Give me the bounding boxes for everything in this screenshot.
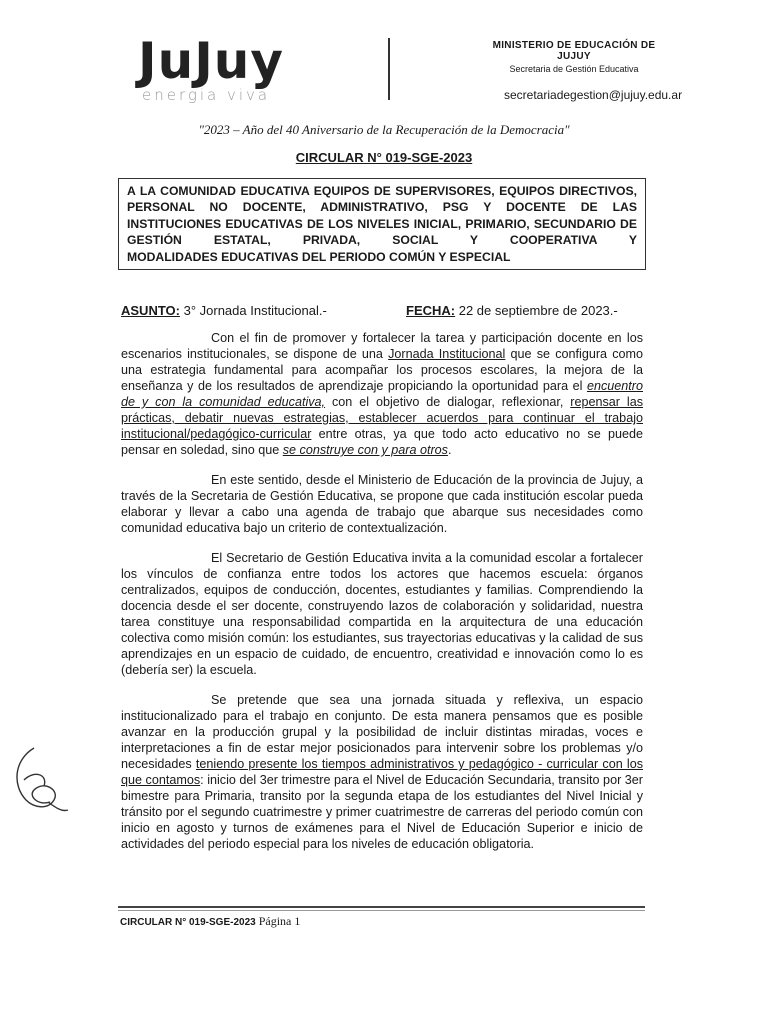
document-body: [121, 330, 643, 866]
underlined-italic-text: se construye con y para otros: [282, 443, 448, 457]
text-run: .: [447, 443, 452, 457]
page-footer: [120, 914, 300, 929]
handwritten-signature: [4, 740, 74, 820]
department-name: Secretaria de Gestión Educativa: [509, 64, 639, 74]
year-motto: "2023 – Año del 40 Aniversario de la Recuperación de la Democracia": [198, 122, 570, 137]
subject-value: 3° Jornada Institucional.-: [179, 303, 327, 318]
text-run: Se pretende que sea una jornada situada y reflexiva, un espacio institucionalizado para el trabajo en conjunto. De esta manera pensamos que es posible avanzar en la producción grupal y la posibilidad de incluir distintas miradas, voces e interpretaciones a fin de estar mejor posicionados para intervenir sobre los problemas y/o necesidades: [121, 693, 643, 771]
paragraph-4: [121, 692, 643, 852]
text-run: que se configura como una estrategia fundamental para acompañar los procesos escolares, la mejora de la enseñanza y de los resultados de aprendizaje propiciando la oportunidad para el: [121, 347, 644, 393]
contact-email: secretariadegestion@jujuy.edu.ar: [504, 88, 683, 102]
jujuy-logo: [138, 32, 328, 108]
text-run: con el objetivo de dialogar, reflexionar,: [325, 395, 571, 409]
text-run: entre otras, ya que todo acto educativo no se puede pensar en soledad, sino que: [121, 427, 643, 457]
underlined-italic-text: encuentro de y con la comunidad educativa,: [121, 379, 643, 409]
paragraph-1: [121, 330, 643, 458]
text-run: Con el fin de promover y fortalecer la tarea y participación docente en los escenarios institucionales, se dispone de una: [121, 331, 643, 361]
footer-code: CIRCULAR N° 019-SGE-2023: [120, 917, 256, 928]
logo-wordmark: JuJuy: [138, 32, 284, 90]
logo-tagline: energia viva: [142, 86, 271, 104]
underlined-text: Jornada Institucional: [388, 347, 506, 361]
subject-label: ASUNTO:: [121, 303, 180, 318]
page-number: Página 1: [255, 914, 301, 928]
underlined-text: teniendo presente los tiempos administrativos y pedagógico - curricular con los que contamos: [121, 757, 644, 787]
footer-rule: [118, 906, 645, 908]
paragraph-2: En este sentido, desde el Ministerio de Educación de la provincia de Jujuy, a través de la Secretaria de Gestión Educativa, se propone que cada institución escolar pueda elaborar y llevar a cabo una agenda de trabajo que abarque sus necesidades como comunidad educativa bajo un criterio de contextualización.: [121, 473, 643, 535]
recipients-last-line: MODALIDADES EDUCATIVAS DEL PERIODO COMÚN Y ESPECIAL: [127, 249, 511, 264]
ministry-name: MINISTERIO DE EDUCACIÓN DE JUJUY: [492, 40, 656, 62]
paragraph-3: El Secretario de Gestión Educativa invita a la comunidad escolar a fortalecer los vínculos de confianza entre todos los actores que hacemos escuela: órganos centralizados, equipos de conducción, docentes, estudiantes y familias. Comprendiendo la docencia desde el ser docente, construyendo lazos de colaboración y solidaridad, nuestra tarea constituye una responsabilidad compartida en la arquitectura de una educación colectiva como misión común: los estudiantes, sus trayectorias educativas y la calidad de sus aprendizajes en un espacio de cuidado, de encuentro, creatividad e innovación como lo es (debería ser) la escuela.: [121, 551, 643, 677]
date-line: [406, 303, 618, 318]
recipients-box: [118, 178, 646, 270]
subject-line: [121, 303, 327, 318]
header-divider: [388, 38, 390, 100]
footer-rule-thin: [118, 910, 645, 911]
circular-title: CIRCULAR N° 019-SGE-2023: [295, 150, 473, 165]
underlined-text: repensar las prácticas, debatir nuevas estrategias, establecer acuerdos para continuar el trabajo institucional/pedagógico-curricular: [121, 395, 643, 441]
date-label: FECHA:: [406, 303, 456, 318]
text-run: : inicio del 3er trimestre para el Nivel de Educación Secundaria, transito por 3er bimestre para Primaria, transito por la segunda etapa de los estudiantes del Nivel Inicial y tránsito por el segundo cuatrimestre y primer cuatrimestre de carreras del periodo común con inicio en agosto y turnos de exámenes para el Nivel de Educación Superior e inicio de actividades del periodo especial para los niveles de educación obligatoria.: [121, 773, 643, 851]
date-value: 22 de septiembre de 2023.-: [455, 303, 618, 318]
recipients-text: A LA COMUNIDAD EDUCATIVA EQUIPOS DE SUPERVISORES, EQUIPOS DIRECTIVOS, PERSONAL NO DOCENTE, ADMINISTRATIVO, PSG Y DOCENTE DE LAS INSTITUCIONES EDUCATIVAS DE LOS NIVELES INICIAL, PRIMARIO, SECUNDARIO DE GESTIÓN ESTATAL, PRIVADA, SOCIAL Y COOPERATIVA Y: [127, 184, 637, 248]
